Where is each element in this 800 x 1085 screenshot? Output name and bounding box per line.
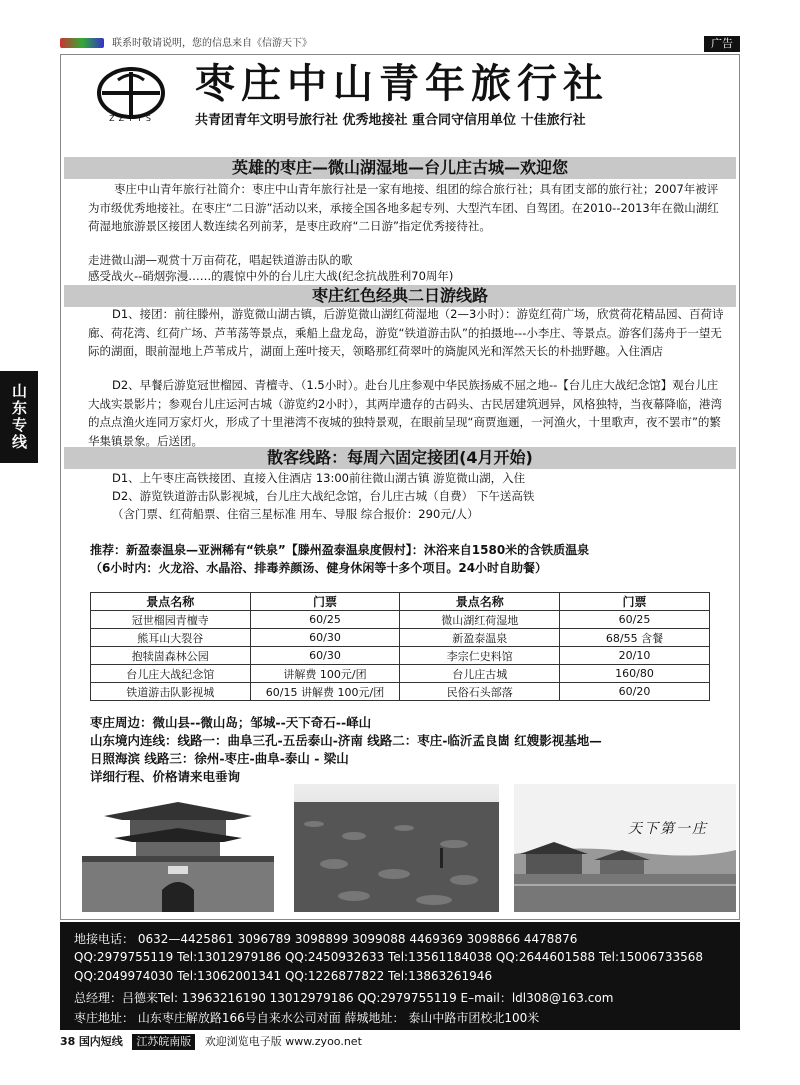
intro-line-2: 感受战火--硝烟弥漫……的震惊中外的台儿庄大战(纪念抗战胜利70周年) bbox=[88, 269, 454, 283]
table-cell: 讲解费 100元/团 bbox=[250, 665, 400, 683]
intro-paragraph: 枣庄中山青年旅行社简介：枣庄中山青年旅行社是一家有地接、组团的综合旅行社；具有团支部的旅行社；2007年被评为市级优秀地接社。在枣庄“二日游”活动以来，承接全国各地多起专列、大型汽车团、自驾团。在2010--2013年在微山湖红荷湿地旅游景区接团人数连续名列前茅，是枣庄政府“二日游”指定优秀接待社。 bbox=[88, 182, 719, 233]
route-line-2: 山东境内连线：线路一：曲阜三孔-五岳泰山-济南 线路二：枣庄-临沂孟良崮 红嫂影视基地— bbox=[90, 733, 602, 748]
table-cell: 微山湖红荷湿地 bbox=[400, 611, 560, 629]
intro-line-1: 走进微山湖—观赏十万亩荷花，唱起铁道游击队的歌 bbox=[88, 253, 353, 267]
table-cell: 李宗仁史料馆 bbox=[400, 647, 560, 665]
ticket-table bbox=[90, 592, 710, 701]
tour-line-3: （含门票、红荷船票、住宿三星标准 用车、导服 综合报价：290元/人） bbox=[112, 507, 479, 521]
recommend-line-1: 推荐：新盈泰温泉—亚洲稀有“铁泉”【滕州盈泰温泉度假村】：沐浴来自1580米的含铁质温泉 bbox=[90, 543, 590, 557]
table-cell: 60/30 bbox=[250, 629, 400, 647]
tour-line-1: D1、上午枣庄高铁接团、直接入住酒店 13:00前往微山湖古镇 游览微山湖，入住 bbox=[112, 471, 526, 485]
table-row bbox=[91, 683, 710, 701]
table-cell: 熊耳山大裂谷 bbox=[91, 629, 251, 647]
side-label: 山东专线 bbox=[0, 371, 38, 463]
day1-itinerary: D1、接团：前往滕州，游览微山湖古镇，后游览微山湖红荷湿地（2—3小时）：游览红荷广场，欣赏荷花精品园、百荷诗廊、荷花湾、红荷广场、芦苇荡等景点，乘船上盘龙岛，游览“铁道游击队”的拍摄地---小李庄、等景点。游客们荡舟于一望无际的湖面，眼前湿地上芦苇成片，湖面上莲叶接天，领略那红荷翠叶的旖旎风光和浑然天长的朴拙野趣。入住酒店 bbox=[88, 307, 724, 358]
table-cell: 台儿庄大战纪念馆 bbox=[91, 665, 251, 683]
table-cell: 抱犊崮森林公园 bbox=[91, 647, 251, 665]
publisher-logo bbox=[60, 38, 104, 48]
city-gate-photo bbox=[74, 784, 282, 912]
table-cell: 68/55 含餐 bbox=[560, 629, 710, 647]
table-cell: 60/25 bbox=[250, 611, 400, 629]
table-cell: 民俗石头部落 bbox=[400, 683, 560, 701]
table-cell: 60/20 bbox=[560, 683, 710, 701]
section3-title: 散客线路：每周六固定接团(4月开始) bbox=[64, 447, 736, 469]
recommend-line-2: （6小时内：火龙浴、水晶浴、排毒养颜汤、健身休闲等十多个项目。24小时自助餐） bbox=[90, 561, 548, 575]
page-number: 38 bbox=[60, 1035, 76, 1048]
route-line-3: 日照海滨 线路三：徐州-枣庄-曲阜-泰山 - 梁山 bbox=[90, 751, 349, 766]
table-header: 门票 bbox=[560, 593, 710, 611]
table-cell: 台儿庄古城 bbox=[400, 665, 560, 683]
section1-title: 英雄的枣庄—微山湖湿地—台儿庄古城—欢迎您 bbox=[64, 157, 736, 179]
page-footer bbox=[60, 1034, 740, 1050]
top-bar bbox=[60, 36, 740, 52]
footer-phones: 地接电话： 0632—4425861 3096789 3098899 3099088 4469369 3098866 4478876 bbox=[74, 932, 578, 946]
table-cell: 60/15 讲解费 100元/团 bbox=[250, 683, 400, 701]
footer-address: 枣庄地址： 山东枣庄解放路166号自来水公司对面 薛城地址： 泰山中路市团校北100米 bbox=[74, 1011, 540, 1025]
table-cell: 60/30 bbox=[250, 647, 400, 665]
ancient-town-photo bbox=[514, 784, 736, 912]
table-cell: 20/10 bbox=[560, 647, 710, 665]
ad-tag: 广告 bbox=[704, 36, 740, 52]
edition-badge: 江苏皖南版 bbox=[132, 1034, 195, 1050]
company-name: 枣庄中山青年旅行社 bbox=[195, 60, 609, 107]
table-row bbox=[91, 629, 710, 647]
footer-qq-1: QQ:2979755119 Tel:13012979186 QQ:2450932633 Tel:13561184038 QQ:2644601588 Tel:15006733568 bbox=[74, 950, 704, 964]
site-link[interactable]: 欢迎浏览电子版 www.zyoo.net bbox=[204, 1035, 362, 1048]
top-bar-text: 联系时敬请说明，您的信息来自《信游天下》 bbox=[112, 38, 312, 49]
table-header: 景点名称 bbox=[400, 593, 560, 611]
route-line-1: 枣庄周边：微山县--微山岛；邹城--天下奇石--峄山 bbox=[90, 715, 372, 730]
lotus-lake-photo bbox=[294, 784, 499, 912]
table-row bbox=[91, 611, 710, 629]
table-cell: 160/80 bbox=[560, 665, 710, 683]
footer-manager: 总经理：吕德来Tel: 13963216190 13012979186 QQ:2979755119 E–mail：ldl308@163.com bbox=[74, 991, 614, 1005]
table-cell: 新盈泰温泉 bbox=[400, 629, 560, 647]
section2-title: 枣庄红色经典二日游线路 bbox=[64, 285, 736, 307]
tour-line-2: D2、游览铁道游击队影视城，台儿庄大战纪念馆，台儿庄古城（自费） 下午送高铁 bbox=[112, 489, 535, 503]
table-cell: 60/25 bbox=[560, 611, 710, 629]
table-row bbox=[91, 647, 710, 665]
table-header-row bbox=[91, 593, 710, 611]
table-header: 景点名称 bbox=[91, 593, 251, 611]
table-row bbox=[91, 665, 710, 683]
table-cell: 铁道游击队影视城 bbox=[91, 683, 251, 701]
table-cell: 冠世榴园青檀寺 bbox=[91, 611, 251, 629]
photo-caption: 天下第一庄 bbox=[628, 821, 708, 837]
route-line-4: 详细行程、价格请来电垂询 bbox=[90, 769, 241, 784]
day2-itinerary: D2、早餐后游览冠世榴园、青檀寺、（1.5小时）。赴台儿庄参观中华民族扬威不屈之地--【台儿庄大战纪念馆】观台儿庄大战实景影片；参观台儿庄运河古城（游览约2小时），其两岸遗存的古码头、古民居建筑迥异，风格独特，当夜幕降临，港湾的点点渔火连同万家灯火，形成了十里港湾不夜城的独特景观，在眼前呈现“商贾迤逦，一河渔火，十里歌声，夜不罢市”的繁华集镇景象。后送团。 bbox=[88, 378, 723, 448]
footer-qq-2: QQ:2049974030 Tel:13062001341 QQ:1226877822 Tel:13863261946 bbox=[74, 969, 493, 983]
contact-footer bbox=[60, 922, 740, 1030]
company-subtitle: 共青团青年文明号旅行社 优秀地接社 重合同守信用单位 十佳旅行社 bbox=[195, 113, 586, 128]
section-name: 国内短线 bbox=[78, 1035, 123, 1048]
table-header: 门票 bbox=[250, 593, 400, 611]
logo-text: ZZYTS bbox=[109, 114, 155, 123]
